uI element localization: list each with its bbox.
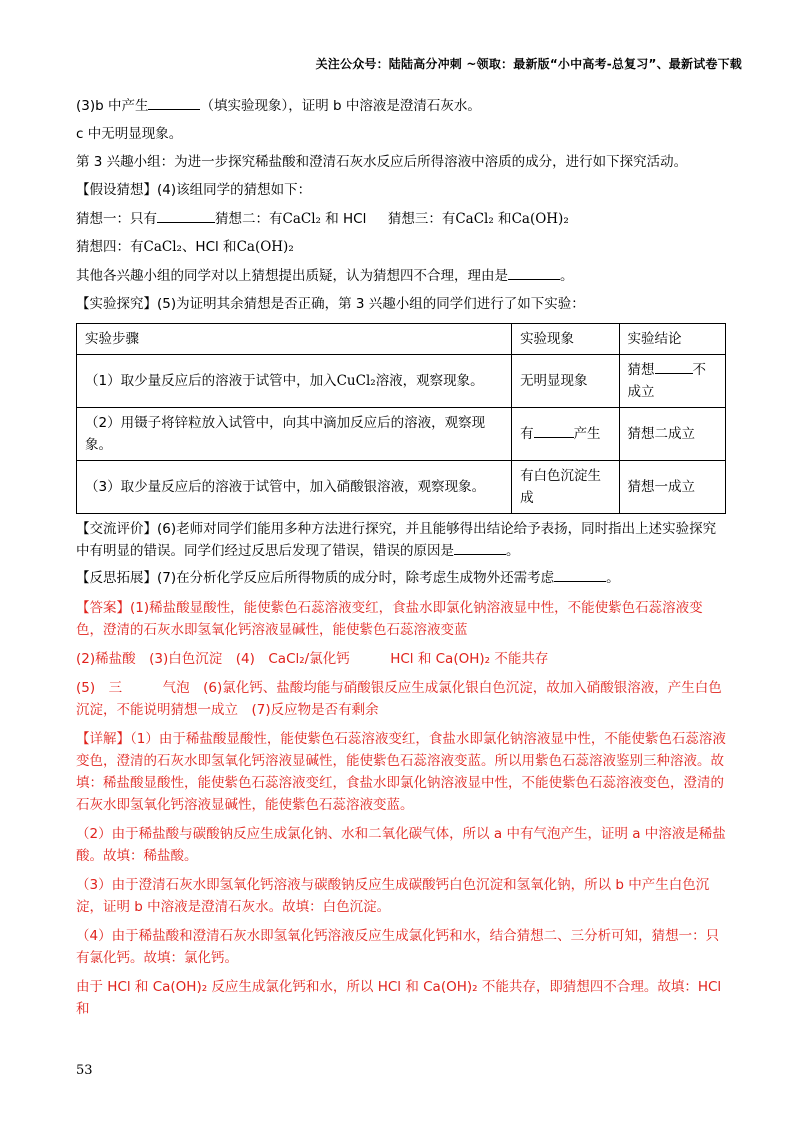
page-number: 53	[76, 1063, 93, 1078]
answer-blank	[655, 360, 693, 374]
table-header: 实验步骤	[77, 324, 512, 355]
answer-1: 【答案】(1)稀盐酸显酸性，能使紫色石蕊溶液变红，食盐水即氯化钠溶液显中性，不能使紫色石蕊溶液变色，澄清的石灰水即氢氧化钙溶液显碱性，能使紫色石蕊溶液变蓝	[76, 600, 703, 638]
table-header: 实验现象	[512, 324, 619, 355]
answer-blank	[508, 266, 560, 280]
question-3: (3)b 中产生 （填实验现象），证明 b 中溶液是澄清石灰水。	[76, 98, 481, 114]
answer-blank	[554, 568, 606, 582]
answer-blank	[148, 96, 200, 110]
answer-5-7: (5) 三 气泡 (6)氯化钙、盐酸均能与硝酸银反应生成氯化银白色沉淀，故加入硝酸银溶液，产生白色沉淀，不能说明猜想一成立 (7)反应物是否有剩余	[76, 680, 722, 718]
experiment-heading: 【实验探究】(5)为证明其余猜想是否正确，第 3 兴趣小组的同学们进行了如下实验：	[76, 296, 585, 312]
detail-1: 【详解】（1）由于稀盐酸显酸性，能使紫色石蕊溶液变红，食盐水即氯化钠溶液显中性，不能使紫色石蕊溶液变色，澄清的石灰水即氢氧化钙溶液显碱性，能使紫色石蕊溶液变蓝。所以用紫色石蕊溶液鉴别三种溶液。故填：稀盐酸显酸性，能使紫色石蕊溶液变红，食盐水即氯化钠溶液显中性，不能使紫色石蕊溶液变色，澄清的石灰水即氢氧化钙溶液显碱性，能使紫色石蕊溶液变蓝。	[76, 731, 726, 813]
answer-blank	[454, 541, 506, 555]
table-header: 实验结论	[619, 324, 725, 355]
table-row	[77, 408, 726, 461]
table-cell: 有 产生	[512, 408, 619, 461]
table-row	[77, 461, 726, 514]
table-cell: （3）取少量反应后的溶液于试管中，加入硝酸银溶液，观察现象。	[77, 461, 512, 514]
experiment-table	[76, 323, 726, 514]
group3-intro: 第 3 兴趣小组：为进一步探究稀盐酸和澄清石灰水反应后所得溶液中溶质的成分，进行如下探究活动。	[76, 154, 688, 170]
page-header: 关注公众号：陆陆高分冲刺 ~领取：最新版“小中高考-总复习”、最新试卷下载	[315, 57, 742, 71]
table-cell: （2）用镊子将锌粒放入试管中，向其中滴加反应后的溶液，观察现象。	[77, 408, 512, 461]
reflection: 【反思拓展】(7)在分析化学反应后所得物质的成分时，除考虑生成物外还需考虑 。	[76, 570, 620, 586]
answer-blank	[534, 424, 574, 438]
hypothesis-4-doubt: 其他各兴趣小组的同学对以上猜想提出质疑，认为猜想四不合理，理由是 。	[76, 268, 574, 284]
detail-4: （4）由于稀盐酸和澄清石灰水即氢氧化钙溶液反应生成氯化钙和水，结合猜想二、三分析可知，猜想一：只有氯化钙。故填：氯化钙。	[76, 928, 720, 966]
table-cell: （1）取少量反应后的溶液于试管中，加入CuCl₂溶液，观察现象。	[77, 355, 512, 408]
detail-5: 由于 HCl 和 Ca(OH)₂ 反应生成氯化钙和水，所以 HCl 和 Ca(OH)₂ 不能共存，即猜想四不合理。故填：HCl 和	[76, 979, 722, 1017]
c-observation: c 中无明显现象。	[76, 126, 183, 142]
answer-section	[76, 597, 726, 1020]
table-cell: 猜想二成立	[619, 408, 725, 461]
table-header-row	[77, 324, 726, 355]
table-cell: 无明显现象	[512, 355, 619, 408]
table-cell: 有白色沉淀生成	[512, 461, 619, 514]
table-cell: 猜想 不成立	[619, 355, 725, 408]
answer-2-4: (2)稀盐酸 (3)白色沉淀 (4) CaCl₂/氯化钙 HCl 和 Ca(OH)₂ 不能共存	[76, 651, 549, 667]
detail-3: （3）由于澄清石灰水即氢氧化钙溶液与碳酸钠反应生成碳酸钙白色沉淀和氢氧化钠，所以 b 中产生白色沉淀，证明 b 中溶液是澄清石灰水。故填：白色沉淀。	[76, 877, 710, 915]
evaluation: 【交流评价】(6)老师对同学们能用多种方法进行探究，并且能够得出结论给予表扬，同时指出上述实验探究中有明显的错误。同学们经过反思后发现了错误，错误的原因是 。	[76, 521, 717, 559]
table-cell: 猜想一成立	[619, 461, 725, 514]
hypothesis-heading: 【假设猜想】(4)该组同学的猜想如下：	[76, 182, 312, 198]
hypothesis-4: 猜想四：有CaCl₂、HCl 和Ca(OH)₂	[76, 239, 294, 255]
document-body	[76, 96, 726, 1027]
hypotheses-1-3: 猜想一：只有 猜想二：有CaCl₂ 和 HCl 猜想三：有CaCl₂ 和Ca(OH)₂	[76, 211, 569, 227]
table-row	[77, 355, 726, 408]
detail-2: （2）由于稀盐酸与碳酸钠反应生成氯化钠、水和二氧化碳气体，所以 a 中有气泡产生，证明 a 中溶液是稀盐酸。故填：稀盐酸。	[76, 826, 726, 864]
answer-blank	[157, 209, 215, 223]
